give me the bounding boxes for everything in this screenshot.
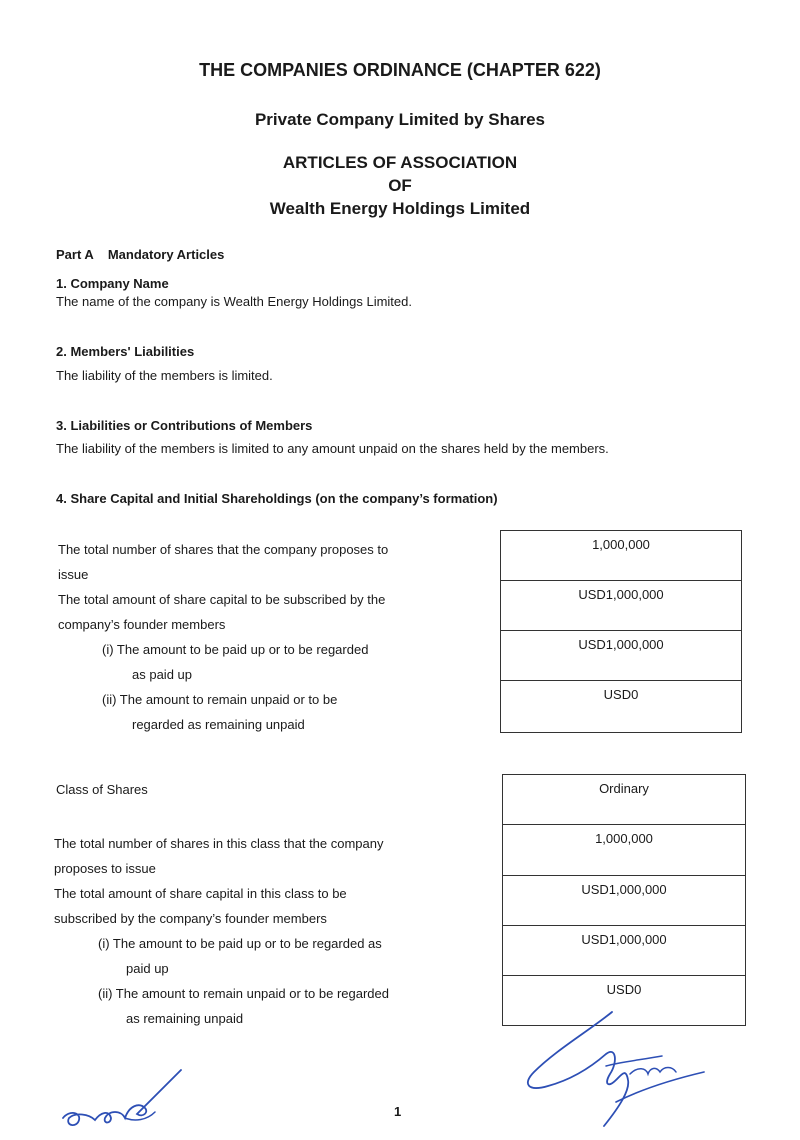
value-cell: Ordinary bbox=[502, 774, 746, 825]
description-line: (ii) The amount to remain unpaid or to be regarded bbox=[98, 986, 389, 1001]
signature-stroke bbox=[630, 1068, 676, 1075]
description-line: (ii) The amount to remain unpaid or to be bbox=[102, 692, 338, 707]
part-a-label: Part A bbox=[56, 247, 94, 262]
class-values-table bbox=[502, 774, 746, 1026]
share-capital-values-table bbox=[500, 530, 742, 733]
signature-stroke bbox=[63, 1070, 181, 1125]
section-2-text: The liability of the members is limited. bbox=[56, 368, 273, 383]
signature-stroke bbox=[528, 1012, 628, 1126]
share-capital-descriptions bbox=[58, 537, 448, 737]
value-cell: USD1,000,000 bbox=[502, 876, 746, 926]
value-cell: 1,000,000 bbox=[500, 530, 742, 581]
description-line: as remaining unpaid bbox=[126, 1011, 244, 1026]
description-line: The total number of shares that the company proposes to bbox=[58, 542, 389, 557]
company-name-title: Wealth Energy Holdings Limited bbox=[269, 199, 531, 218]
ordinance-title: THE COMPANIES ORDINANCE (CHAPTER 622) bbox=[199, 60, 601, 80]
class-of-shares-label: Class of Shares bbox=[56, 782, 148, 797]
description-line: proposes to issue bbox=[54, 861, 156, 876]
description-line: paid up bbox=[126, 961, 169, 976]
value-cell: 1,000,000 bbox=[502, 825, 746, 876]
articles-of: OF bbox=[388, 176, 412, 195]
value-cell: USD0 bbox=[502, 976, 746, 1026]
articles-title: ARTICLES OF ASSOCIATION bbox=[282, 153, 518, 172]
page-number: 1 bbox=[394, 1104, 402, 1119]
section-1-text: The name of the company is Wealth Energy Holdings Limited. bbox=[56, 294, 412, 309]
part-a-title: Mandatory Articles bbox=[107, 247, 225, 262]
description-line: subscribed by the company’s founder members bbox=[54, 911, 327, 926]
signature-left-icon bbox=[55, 1062, 205, 1140]
description-line: company’s founder members bbox=[58, 617, 226, 632]
description-line: issue bbox=[58, 567, 89, 582]
description-line: (i) The amount to be paid up or to be regarded bbox=[102, 642, 369, 657]
value-cell: USD1,000,000 bbox=[502, 926, 746, 976]
section-2-heading: 2. Members' Liabilities bbox=[56, 344, 195, 359]
description-line: The total amount of share capital to be subscribed by the bbox=[58, 592, 386, 607]
section-4-heading: 4. Share Capital and Initial Shareholdings (on the company’s formation) bbox=[56, 491, 498, 506]
section-3-heading: 3. Liabilities or Contributions of Members bbox=[56, 418, 313, 433]
value-cell: USD1,000,000 bbox=[500, 581, 742, 631]
section-1-heading: 1. Company Name bbox=[56, 276, 169, 291]
description-line: (i) The amount to be paid up or to be regarded as bbox=[98, 936, 382, 951]
section-3-text: The liability of the members is limited to any amount unpaid on the shares held by the members. bbox=[56, 441, 609, 456]
description-line: The total number of shares in this class that the company bbox=[54, 836, 384, 851]
value-cell: USD0 bbox=[500, 681, 742, 733]
description-line: regarded as remaining unpaid bbox=[132, 717, 305, 732]
value-cell: USD1,000,000 bbox=[500, 631, 742, 681]
part-a-heading bbox=[56, 247, 224, 262]
company-type: Private Company Limited by Shares bbox=[254, 110, 546, 129]
description-line: as paid up bbox=[132, 667, 192, 682]
class-descriptions bbox=[54, 831, 444, 1031]
signature-right-icon bbox=[520, 1010, 720, 1140]
signature-stroke bbox=[616, 1072, 704, 1102]
description-line: The total amount of share capital in this class to be bbox=[54, 886, 347, 901]
